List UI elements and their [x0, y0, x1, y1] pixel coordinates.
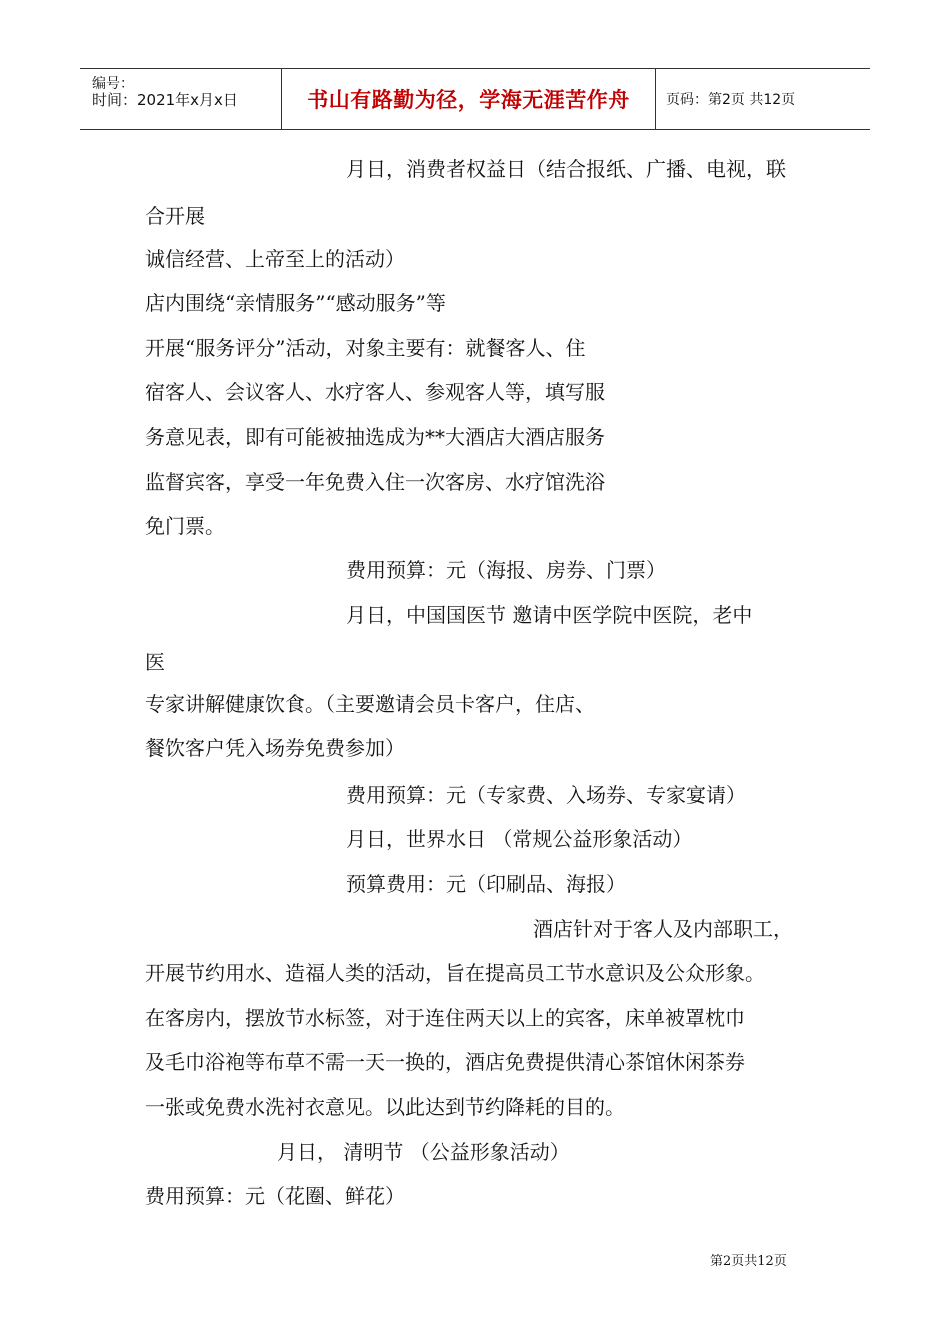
body-line: 免门票。 — [145, 514, 225, 538]
header-page-cell — [656, 69, 870, 129]
body-line: 开展“服务评分”活动，对象主要有：就餐客人、住 — [145, 336, 586, 360]
body-line: 监督宾客，享受一年免费入住一次客房、水疗馆洗浴 — [145, 470, 605, 494]
date-line: 时间：2021年x月x日 — [92, 91, 238, 109]
page-footer: 第2页共12页 — [710, 1254, 787, 1269]
body-line: 一张或免费水洗衬衣意见。以此达到节约降耗的目的。 — [145, 1095, 625, 1119]
body-line: 月日，中国国医节 邀请中医学院中医院，老中 — [346, 603, 753, 627]
body-line: 月日，消费者权益日（结合报纸、广播、电视，联 — [346, 157, 786, 181]
body-line: 酒店针对于客人及内部职工， — [533, 917, 793, 941]
body-line: 及毛巾浴袍等布草不需一天一换的，酒店免费提供清心茶馆休闲茶券 — [145, 1050, 745, 1074]
serial-label: 编号： — [92, 76, 134, 92]
body-line: 开展节约用水、造福人类的活动，旨在提高员工节水意识及公众形象。 — [145, 961, 765, 985]
body-line: 餐饮客户凭入场券免费参加） — [145, 736, 405, 760]
body-line: 诚信经营、上帝至上的活动） — [145, 247, 405, 271]
page-info: 页码：第2页 共12页 — [666, 92, 796, 108]
budget-line: 费用预算：元（专家费、入场券、专家宴请） — [346, 783, 746, 807]
budget-line: 预算费用：元（印刷品、海报） — [346, 872, 626, 896]
body-line: 合开展 — [145, 204, 205, 228]
header-motto-cell — [282, 69, 656, 129]
budget-line: 费用预算：元（花圈、鲜花） — [145, 1184, 405, 1208]
body-line: 专家讲解健康饮食。（主要邀请会员卡客户，住店、 — [145, 692, 595, 716]
body-line: 在客房内，摆放节水标签，对于连住两天以上的宾客，床单被罩枕巾 — [145, 1006, 745, 1030]
body-line: 医 — [145, 650, 165, 674]
motto: 书山有路勤为径，学海无涯苦作舟 — [307, 88, 630, 112]
body-line: 宿客人、会议客人、水疗客人、参观客人等，填写服 — [145, 380, 605, 404]
header-meta — [80, 69, 282, 129]
body-line: 务意见表，即有可能被抽选成为**大酒店大酒店服务 — [145, 425, 605, 449]
page-header — [80, 68, 870, 130]
budget-line: 费用预算：元（海报、房券、门票） — [346, 558, 666, 582]
body-line: 月日， 清明节 （公益形象活动） — [277, 1140, 570, 1164]
body-line: 月日，世界水日 （常规公益形象活动） — [346, 827, 693, 851]
body-line: 店内围绕“亲情服务”“感动服务”等 — [145, 291, 446, 315]
